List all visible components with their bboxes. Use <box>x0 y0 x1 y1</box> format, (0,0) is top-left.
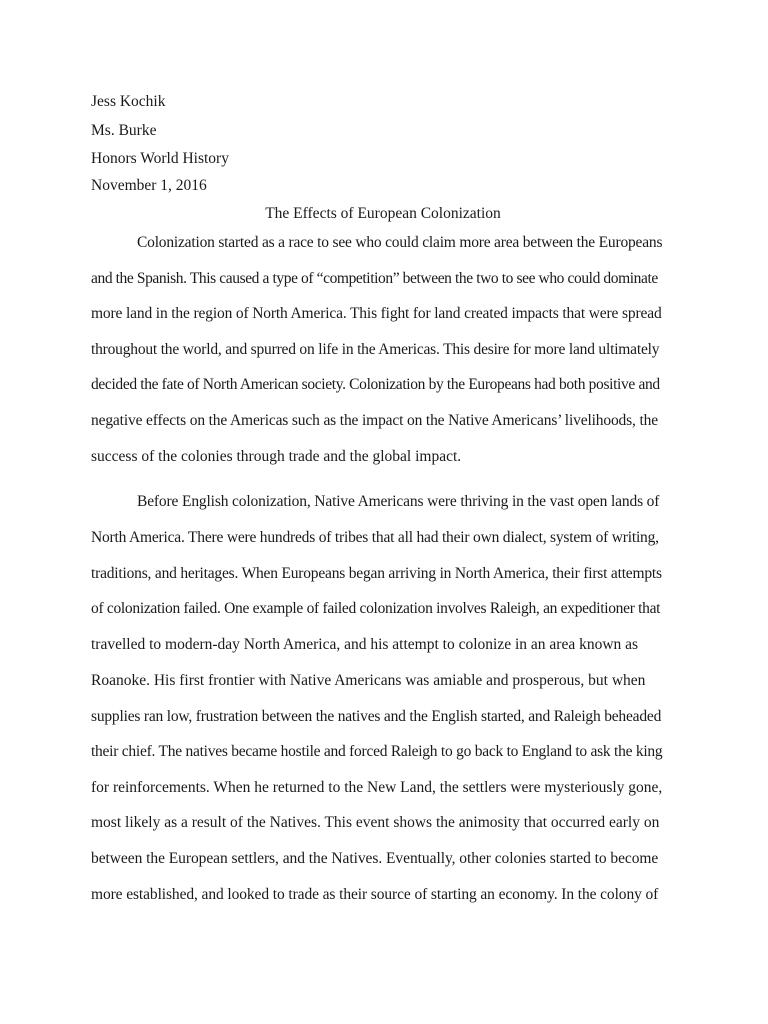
paragraph-1-line-7: success of the colonies through trade and the global impact. <box>91 448 462 465</box>
paragraph-2-line-2: North America. There were hundreds of tribes that all had their own dialect, system of writing, <box>91 529 659 546</box>
paragraph-1-line-6: negative effects on the Americas such as the impact on the Native Americans’ livelihoods, the <box>91 412 658 429</box>
paragraph-2-line-12: more established, and looked to trade as their source of starting an economy. In the colony of <box>91 886 659 903</box>
student-name: Jess Kochik <box>91 93 166 110</box>
paragraph-2-line-3: traditions, and heritages. When Europeans began arriving in North America, their first attempts <box>91 565 662 582</box>
paragraph-2-line-6: Roanoke. His first frontier with Native Americans was amiable and prosperous, but when <box>91 672 646 689</box>
paragraph-2-line-4: of colonization failed. One example of failed colonization involves Raleigh, an expeditioner that <box>91 600 661 617</box>
paragraph-2-line-7: supplies ran low, frustration between the natives and the English started, and Raleigh beheaded <box>91 708 662 725</box>
paragraph-2-line-10: most likely as a result of the Natives. This event shows the animosity that occurred early on <box>91 814 660 831</box>
paragraph-1-line-3: more land in the region of North America. This fight for land created impacts that were spread <box>91 305 662 322</box>
paragraph-2-line-8: their chief. The natives became hostile and forced Raleigh to go back to England to ask the king <box>91 743 663 760</box>
paragraph-2-line-1: Before English colonization, Native Americans were thriving in the vast open lands of <box>137 493 660 510</box>
course-name: Honors World History <box>91 150 229 167</box>
paragraph-2-line-11: between the European settlers, and the Natives. Eventually, other colonies started to become <box>91 850 659 867</box>
essay-title: The Effects of European Colonization <box>265 205 501 222</box>
essay-date: November 1, 2016 <box>91 177 207 194</box>
paragraph-1-line-4: throughout the world, and spurred on life in the Americas. This desire for more land ultimately <box>91 341 660 358</box>
paragraph-1-line-2: and the Spanish. This caused a type of “competition” between the two to see who could dominate <box>91 270 658 287</box>
paragraph-1-line-5: decided the fate of North American society. Colonization by the Europeans had both positive and <box>91 376 660 393</box>
teacher-name: Ms. Burke <box>91 122 157 139</box>
paragraph-2-line-5: travelled to modern-day North America, and his attempt to colonize in an area known as <box>91 636 639 653</box>
paragraph-1-line-1: Colonization started as a race to see who could claim more area between the Europeans <box>137 234 663 251</box>
paragraph-2-line-9: for reinforcements. When he returned to the New Land, the settlers were mysteriously gone, <box>91 779 663 796</box>
